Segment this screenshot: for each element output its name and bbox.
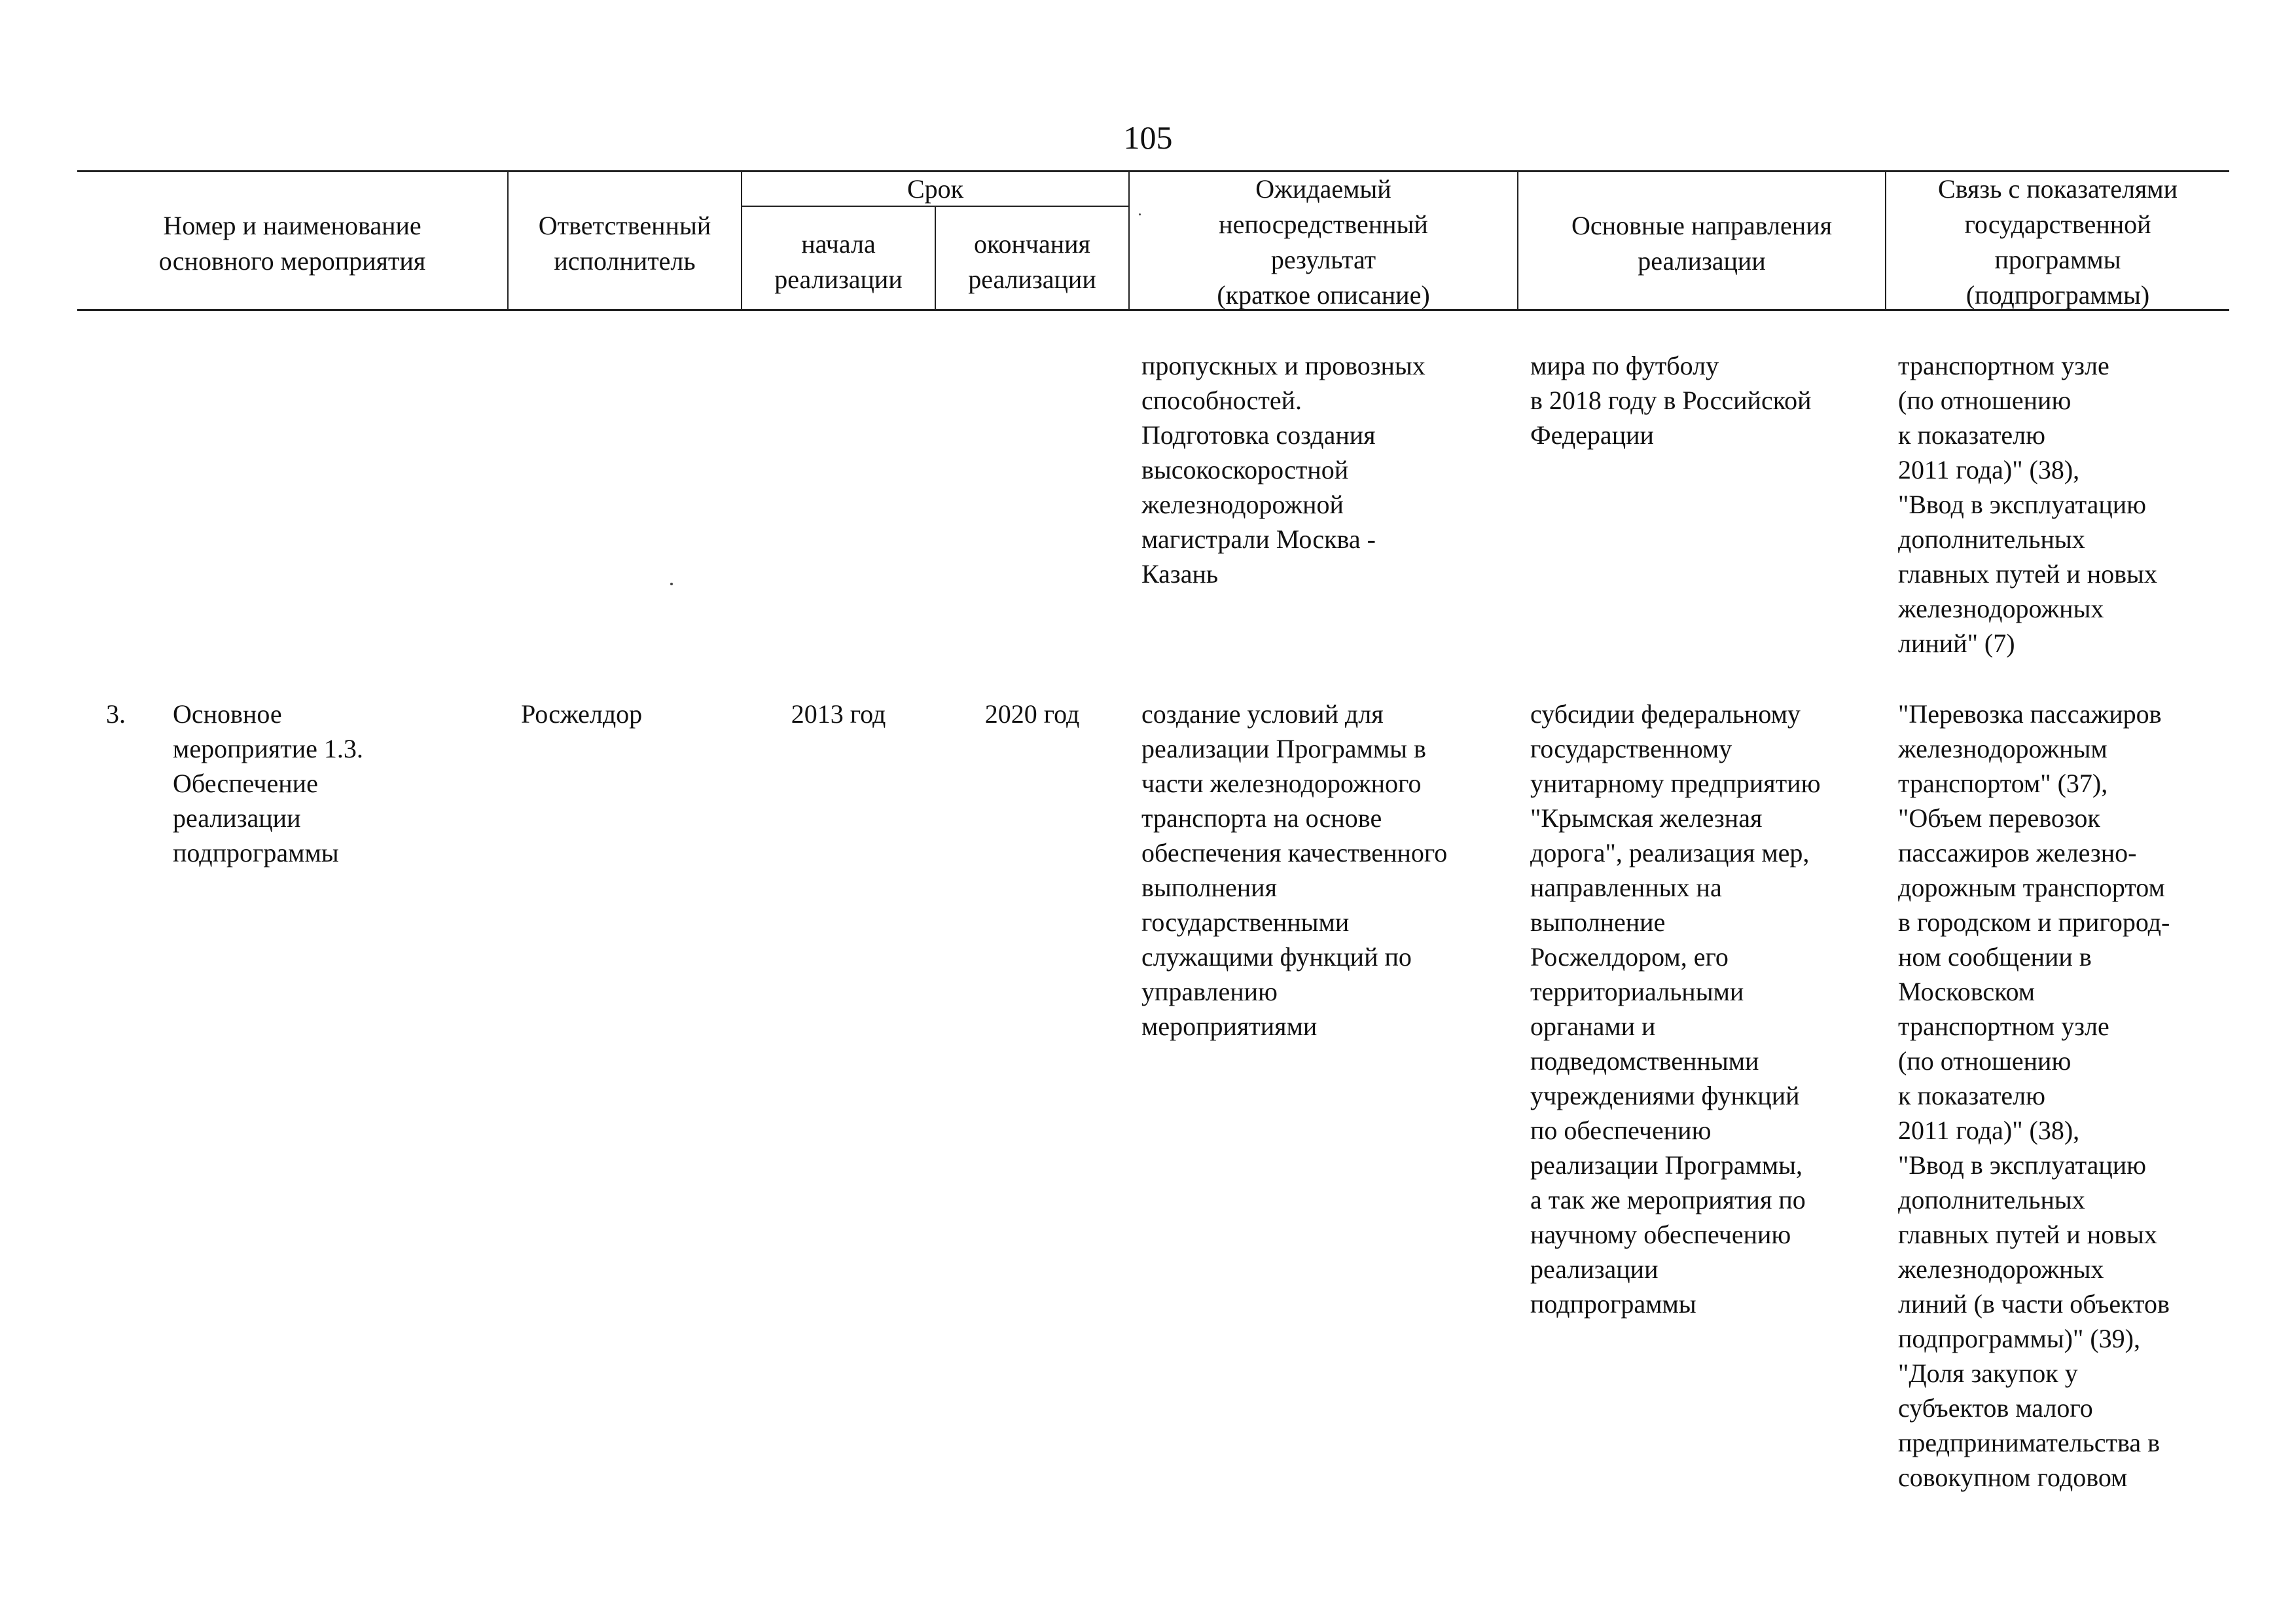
continuation-result: пропускных и провозных способностей. Подготовка создания высокоскоростной железнодорожной магистрали Москва - Казань	[1141, 351, 1426, 589]
row-3-start-year: 2013 год	[791, 699, 886, 729]
row-3-expected-result: создание условий для реализации Программы в части железнодорожного транспорта на основе обеспечения качественного выполнения государственными служащими функций по управлению мероприятиями	[1141, 699, 1448, 1041]
row-3-end-year: 2020 год	[984, 699, 1080, 729]
header-srok: Срок	[906, 174, 964, 204]
scan-speck	[670, 583, 673, 585]
continuation-directions: мира по футболу в 2018 году в Российской Федерации	[1530, 351, 1812, 450]
scan-speck	[1139, 213, 1141, 215]
row-3-directions: субсидии федеральному государственному унитарному предприятию "Крымская железная дорога", реализация мер, направленных на выполнение Росжелдором, его территориальными органами и подведомственными учреждениями функций по обеспечению реализации Программы, а так же мероприятия по научному обеспечению реализации подпрограммы	[1530, 699, 1821, 1319]
header-directions: Основные направления реализации	[1571, 211, 1833, 276]
header-start: начала реализации	[774, 229, 903, 294]
header-measure-name: Номер и наименование основного мероприятия	[158, 211, 426, 276]
header-indicators-link: Связь с показателями государственной программы (подпрограммы)	[1937, 174, 2178, 310]
row-3-executor: Росжелдор	[521, 699, 643, 729]
continuation-indicators-link: транспортном узле (по отношению к показателю 2011 года)" (38), "Ввод в эксплуатацию дополнительных главных путей и новых железнодорожных линий" (7)	[1898, 351, 2157, 658]
header-executor: Ответственный исполнитель	[538, 211, 711, 276]
row-3-indicators-link: "Перевозка пассажиров железнодорожным транспортом" (37), "Объем перевозок пассажиров железно- дорожным транспортом в городском и пригород- ном сообщении в Московском транспортном узле (по отношению к показателю 2011 года)" (38), "Ввод в эксплуатацию дополнительных главных путей и новых железнодорожных линий (в части объектов подпрограммы)" (39), "Доля закупок у субъектов малого предпринимательства в совокупном годовом	[1898, 699, 2170, 1492]
header-expected-result: Ожидаемый непосредственный результат (краткое описание)	[1217, 174, 1430, 310]
row-3-measure-name: Основное мероприятие 1.3. Обеспечение реализации подпрограммы	[173, 699, 363, 867]
row-3-number: 3.	[106, 699, 126, 729]
page-number: 105	[1123, 119, 1173, 156]
header-end: окончания реализации	[968, 229, 1096, 294]
